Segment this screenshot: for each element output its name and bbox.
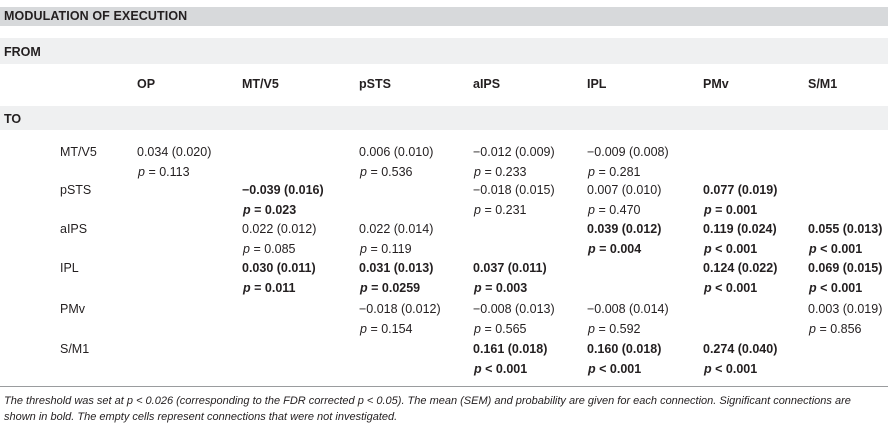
p-value: = 0.004 [599,242,642,256]
cell-mean: −0.008 (0.013) [473,302,555,316]
cell-mean: 0.006 (0.010) [359,145,434,159]
p-symbol: p [588,362,596,376]
table-cell [359,219,433,259]
row-label-pmv: PMv [60,302,85,316]
table-cell [137,142,211,182]
cell-probability [587,319,669,339]
row-label-ipl: IPL [60,261,79,275]
table-cell [359,299,441,339]
table-cell [808,299,882,339]
p-value: = 0.281 [598,165,641,179]
table-cell [587,299,669,339]
table-title: MODULATION OF EXECUTION [0,7,888,26]
p-value: < 0.001 [599,362,642,376]
table-cell [473,339,547,379]
cell-mean: 0.039 (0.012) [587,222,662,236]
cell-probability [473,200,555,220]
p-symbol: p [360,242,367,256]
p-symbol: p [138,165,145,179]
p-symbol: p [809,281,817,295]
p-value: = 0.565 [484,322,527,336]
cell-mean: 0.022 (0.012) [242,222,317,236]
p-symbol: p [809,322,816,336]
p-value: = 0.001 [715,203,758,217]
table-cell [473,258,547,298]
cell-mean: 0.022 (0.014) [359,222,434,236]
table-cell [359,258,433,298]
p-value: < 0.001 [715,281,758,295]
cell-mean: 0.069 (0.015) [808,261,883,275]
p-value: < 0.001 [820,281,863,295]
p-value: = 0.154 [370,322,413,336]
cell-mean: 0.031 (0.013) [359,261,434,275]
table-cell [703,258,777,298]
p-value: = 0.856 [819,322,862,336]
cell-probability [359,162,433,182]
p-symbol: p [704,362,712,376]
cell-mean: −0.012 (0.009) [473,145,555,159]
table-cell [808,219,882,259]
cell-probability [703,200,777,220]
p-symbol: p [360,322,367,336]
cell-mean: 0.037 (0.011) [473,261,547,275]
cell-probability [473,319,555,339]
cell-probability [473,162,555,182]
p-value: < 0.001 [820,242,863,256]
cell-probability [473,359,547,379]
cell-probability [587,162,669,182]
p-symbol: p [243,242,250,256]
p-value: = 0.470 [598,203,641,217]
p-symbol: p [704,281,712,295]
row-label-s-m1: S/M1 [60,342,90,356]
cell-probability [808,319,882,339]
row-label-aips: aIPS [60,222,88,236]
table-cell [473,142,555,182]
column-header-mt-v5: MT/V5 [242,77,279,91]
table-cell [473,299,555,339]
table-cell [587,339,661,379]
cell-mean: 0.161 (0.018) [473,342,548,356]
p-value: < 0.001 [485,362,528,376]
cell-mean: 0.030 (0.011) [242,261,316,275]
p-symbol: p [809,242,817,256]
column-header-aips: aIPS [473,77,501,91]
to-label: TO [0,106,888,130]
table-cell [473,180,555,220]
table-footnote: The threshold was set at p < 0.026 (corresponding to the FDR corrected p < 0.05). The mean (SEM) and probability are given for each connection. Significant connections are shown in bold. The empty cells represent connections that were not investigated. [4,395,851,423]
column-header-op: OP [137,77,156,91]
cell-mean: −0.018 (0.012) [359,302,441,316]
table-cell [587,219,661,259]
cell-mean: 0.034 (0.020) [137,145,212,159]
p-value: = 0.113 [148,165,190,179]
cell-mean: −0.039 (0.016) [242,183,324,197]
p-symbol: p [704,242,712,256]
p-symbol: p [588,322,595,336]
cell-mean: 0.124 (0.022) [703,261,778,275]
p-symbol: p [588,242,596,256]
cell-probability [359,239,433,259]
p-symbol: p [474,203,481,217]
cell-probability [703,278,777,298]
p-symbol: p [360,281,368,295]
p-symbol: p [243,281,251,295]
p-value: = 0.592 [598,322,641,336]
table-cell [242,219,316,259]
table-cell [242,258,316,298]
cell-probability [242,200,324,220]
cell-probability [242,239,316,259]
cell-probability [587,359,661,379]
from-label: FROM [0,38,888,64]
row-label-mt-v5: MT/V5 [60,145,97,159]
cell-mean: 0.160 (0.018) [587,342,662,356]
cell-mean: 0.077 (0.019) [703,183,778,197]
cell-probability [808,239,882,259]
column-header-ipl: IPL [587,77,607,91]
cell-probability [808,278,882,298]
p-value: = 0.011 [254,281,296,295]
cell-probability [703,239,777,259]
p-value: = 0.231 [484,203,527,217]
p-value: = 0.085 [253,242,296,256]
cell-probability [137,162,211,182]
column-header-s-m1: S/M1 [808,77,838,91]
cell-mean: 0.119 (0.024) [703,222,777,236]
cell-mean: −0.018 (0.015) [473,183,555,197]
p-symbol: p [474,281,482,295]
cell-probability [242,278,316,298]
cell-probability [587,200,661,220]
p-value: = 0.003 [485,281,528,295]
table-cell [587,180,661,220]
table-cell [359,142,433,182]
p-symbol: p [588,165,595,179]
p-value: < 0.001 [715,242,758,256]
table-cell [703,180,777,220]
cell-mean: −0.009 (0.008) [587,145,669,159]
cell-mean: 0.007 (0.010) [587,183,662,197]
p-symbol: p [474,362,482,376]
column-header-pmv: PMv [703,77,729,91]
p-symbol: p [474,165,481,179]
cell-probability [359,319,441,339]
column-header-psts: pSTS [359,77,391,91]
table-bottom-rule [0,386,888,387]
table-cell [703,219,777,259]
p-symbol: p [588,203,595,217]
p-symbol: p [704,203,712,217]
cell-probability [473,278,547,298]
cell-probability [587,239,661,259]
p-value: = 0.536 [370,165,413,179]
cell-mean: −0.008 (0.014) [587,302,669,316]
cell-mean: 0.055 (0.013) [808,222,883,236]
table-cell [703,339,777,379]
p-symbol: p [243,203,251,217]
table-cell [587,142,669,182]
cell-probability [359,278,433,298]
p-value: = 0.0259 [371,281,421,295]
table-cell [808,258,882,298]
p-value: = 0.023 [254,203,297,217]
cell-probability [703,359,777,379]
cell-mean: 0.274 (0.040) [703,342,778,356]
row-label-psts: pSTS [60,183,92,197]
p-symbol: p [474,322,481,336]
p-value: < 0.001 [715,362,758,376]
cell-mean: 0.003 (0.019) [808,302,883,316]
p-value: = 0.119 [370,242,412,256]
p-value: = 0.233 [484,165,527,179]
p-symbol: p [360,165,367,179]
table-cell [242,180,324,220]
